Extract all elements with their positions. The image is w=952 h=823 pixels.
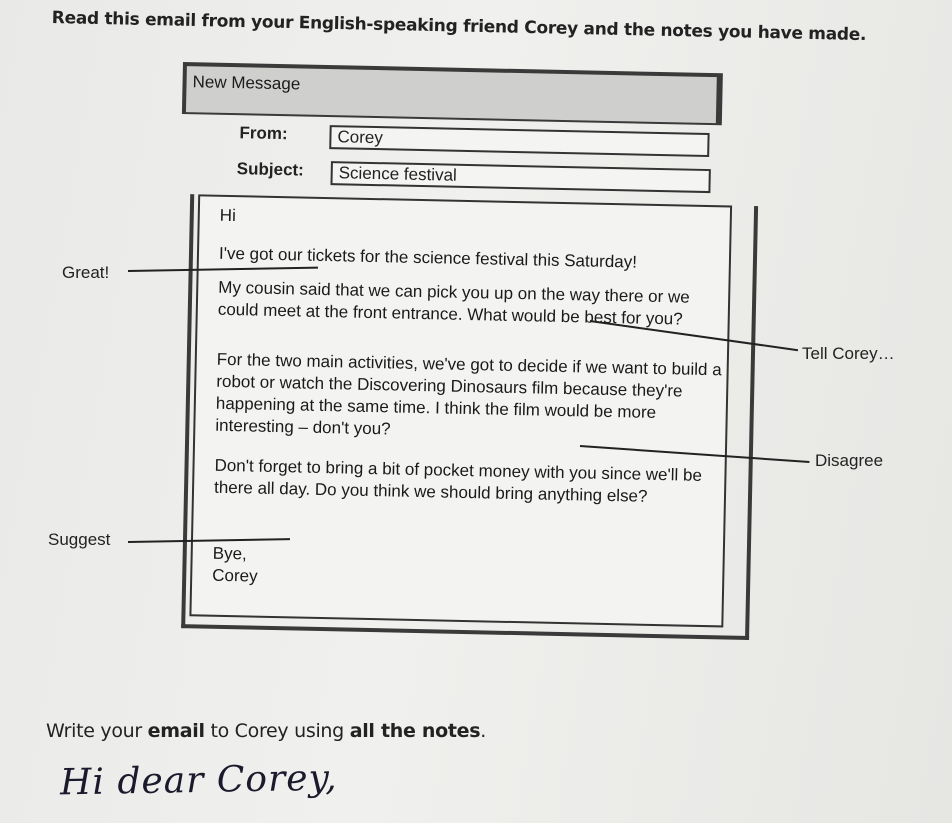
subject-label: Subject: [236,159,305,180]
note-disagree: Disagree [815,451,884,470]
email-body [189,194,732,627]
from-label: From: [239,123,288,144]
email-window-title: New Message [192,72,301,94]
note-tell-corey: Tell Corey… [802,344,895,363]
instruction-text-3: . [480,720,486,742]
instruction-bold-email: email [147,720,205,742]
email-paragraph-2: My cousin said that we can pick you up on the way there or we could meet at the front entrance. What would be best for you? [217,277,690,329]
email-headers [180,114,722,205]
instruction-text-2: to Corey using [204,720,350,742]
email-paragraph-4: Don't forget to bring a bit of pocket money with you since we'll be there all day. Do you think we should bring anything else? [213,455,703,506]
note-great: Great! [62,263,110,282]
email-mockup [171,62,752,629]
email-signature: Corey [212,565,258,586]
note-suggest: Suggest [48,530,111,549]
task-instruction: Read this email from your English-speaking friend Corey and the notes you have made. [51,8,867,46]
instruction-bold-notes: all the notes [349,720,481,742]
from-field: Corey [329,125,709,157]
subject-field: Science festival [330,161,710,193]
handwritten-answer: Hi dear Corey, [59,757,338,804]
email-paragraph-3: For the two main activities, we've got to decide if we want to build a robot or watch the Discovering Dinosaurs film because they're happening at the same time. I think the film would be more interesting – don't you? [215,349,722,439]
email-paragraph-1: I've got our tickets for the science festival this Saturday! [218,243,638,272]
writing-instruction [46,720,486,742]
email-greeting: Hi [219,205,237,226]
instruction-text-1: Write your [46,720,148,742]
email-signoff: Bye, [212,543,247,564]
